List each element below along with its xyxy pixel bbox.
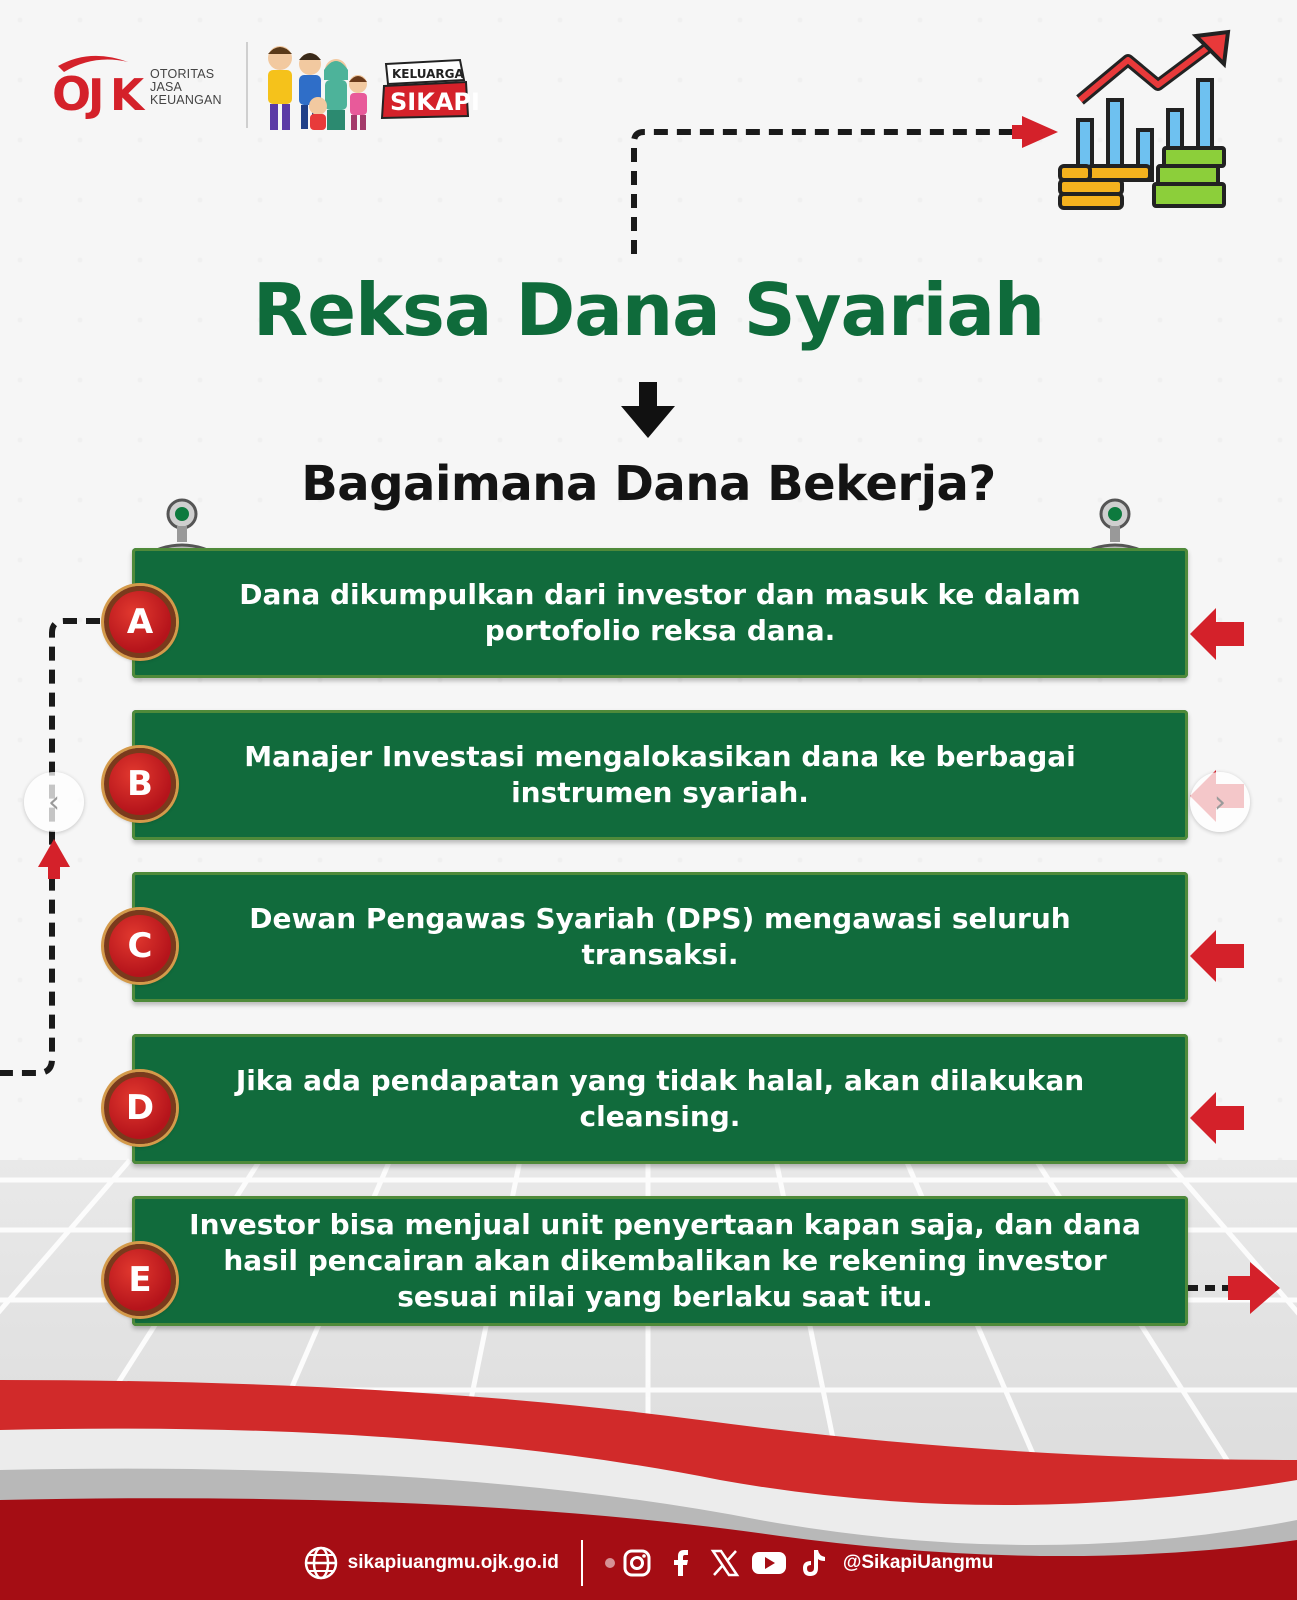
keluarga-sikapi-logo	[380, 58, 480, 120]
instagram-icon[interactable]	[621, 1547, 653, 1579]
step-badge-b: B	[104, 748, 176, 820]
flow-connector-right	[1188, 1258, 1288, 1318]
family-illustration	[258, 40, 373, 135]
social-links	[621, 1547, 829, 1579]
left-arrow-icon	[1188, 926, 1252, 986]
ojk-logo	[50, 48, 145, 121]
chevron-right-icon: ›	[1214, 784, 1226, 820]
svg-text:O: O	[52, 67, 92, 121]
tiktok-icon[interactable]	[797, 1547, 829, 1579]
step-card-c	[132, 872, 1188, 1002]
down-arrow-icon	[619, 382, 677, 440]
footer-divider	[581, 1540, 583, 1586]
left-arrow-icon	[1188, 1088, 1252, 1148]
step-c-text: Dewan Pengawas Syariah (DPS) mengawasi seluruh transaksi.	[249, 902, 1071, 971]
step-card-e	[132, 1196, 1188, 1326]
step-d-text: Jika ada pendapatan yang tidak halal, akan dilakukan cleansing.	[235, 1064, 1085, 1133]
header	[40, 40, 490, 130]
svg-text:K: K	[110, 70, 145, 121]
step-badge-c: C	[104, 910, 176, 982]
flow-connector-top	[630, 112, 1080, 262]
website-url: sikapiuangmu.ojk.go.id	[347, 1552, 559, 1573]
facebook-icon[interactable]	[665, 1547, 697, 1579]
step-card-d	[132, 1034, 1188, 1164]
step-a-text: Dana dikumpulkan dari investor dan masuk ke dalam portofolio reksa dana.	[239, 578, 1081, 647]
step-e-text: Investor bisa menjual unit penyertaan kapan saja, dan dana hasil pencairan akan dikembalikan ke rekening investor sesuai nilai yang berlaku saat itu.	[189, 1208, 1141, 1313]
globe-icon	[304, 1546, 338, 1580]
left-arrow-icon	[1188, 604, 1252, 664]
social-handle[interactable]: @SikapiUangmu	[842, 1552, 994, 1573]
youtube-icon[interactable]	[753, 1547, 785, 1579]
flow-connector-left	[0, 615, 140, 1095]
carousel-dot[interactable]	[605, 1558, 615, 1568]
investment-growth-icon	[1068, 30, 1258, 220]
page-title: Reksa Dana Syariah	[252, 268, 1045, 352]
step-badge-a: A	[104, 586, 176, 658]
header-divider	[246, 42, 248, 128]
x-icon[interactable]	[709, 1547, 741, 1579]
footer-bar	[0, 1538, 1297, 1588]
chevron-left-icon: ‹	[48, 784, 60, 820]
carousel-next-button[interactable]	[1190, 772, 1250, 832]
svg-text:SIKAPI: SIKAPI	[390, 88, 480, 116]
step-card-b	[132, 710, 1188, 840]
svg-text:J: J	[88, 70, 105, 121]
step-b-text: Manajer Investasi mengalokasikan dana ke berbagai instrumen syariah.	[244, 740, 1076, 809]
step-badge-e: E	[104, 1244, 176, 1316]
carousel-dots	[605, 1558, 615, 1568]
svg-text:KELUARGA: KELUARGA	[392, 67, 464, 81]
footer-website[interactable]	[304, 1546, 559, 1580]
step-badge-d: D	[104, 1072, 176, 1144]
ojk-wordmark: OTORITAS JASA KEUANGAN	[150, 67, 222, 107]
step-card-a	[132, 548, 1188, 678]
carousel-prev-button[interactable]	[24, 772, 84, 832]
section-subtitle: Bagaimana Dana Bekerja?	[301, 456, 996, 512]
